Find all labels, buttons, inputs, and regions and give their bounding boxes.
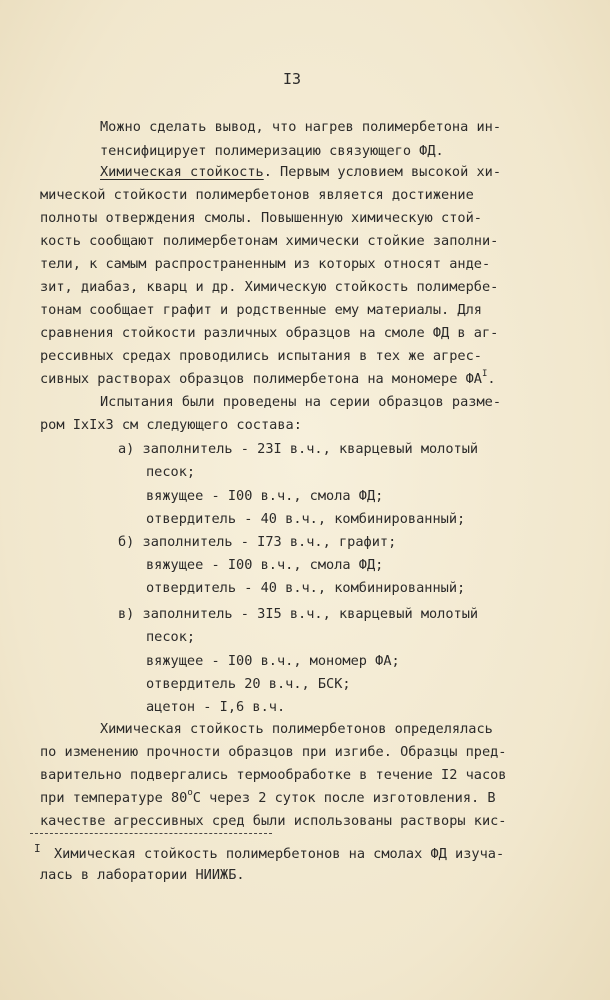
text-line: полноты отверждения смолы. Повышенную химическую стой-	[40, 210, 482, 226]
list-item: вяжущее - I00 в.ч., мономер ФА;	[146, 653, 400, 669]
text-line	[100, 163, 501, 181]
list-item: отвердитель 20 в.ч., БСК;	[146, 676, 351, 692]
footnote-reference: I	[481, 369, 488, 379]
text-line: тели, к самым распространенным из которых относят анде-	[40, 256, 491, 272]
list-item: б) заполнитель - I73 в.ч., графит;	[118, 534, 397, 550]
list-item: отвердитель - 40 в.ч., комбинированный;	[146, 580, 466, 596]
list-item: а) заполнитель - 23I в.ч., кварцевый молотый	[118, 441, 479, 457]
text-line: тонам сообщает графит и родственные ему материалы. Для	[40, 302, 482, 318]
text-line	[40, 370, 496, 388]
text-line: ром IxIx3 см следующего состава:	[40, 417, 302, 433]
text-line: мической стойкости полимербетонов является достижение	[40, 187, 474, 203]
text-line: кость сообщают полимербетонам химически стойкие заполни-	[40, 233, 499, 249]
text-span: при температуре 80	[40, 790, 188, 806]
section-heading: Химическая стойкость	[100, 164, 264, 180]
page-number: I3	[283, 70, 302, 88]
footnote-text: Химическая стойкость полимербетонов на смолах ФД изуча-	[54, 846, 505, 862]
text-line: по изменению прочности образцов при изгибе. Образцы пред-	[40, 744, 507, 760]
text-line: варительно подвергались термообработке в течение I2 часов	[40, 767, 507, 783]
text-line: сравнения стойкости различных образцов на смоле ФД в аг-	[40, 325, 499, 341]
list-item: вяжущее - I00 в.ч., смола ФД;	[146, 488, 384, 504]
text-line: рессивных средах проводились испытания в тех же агрес-	[40, 348, 482, 364]
text-span: С через 2 суток после изготовления. В	[192, 790, 496, 806]
degree-superscript: o	[187, 788, 193, 798]
footnote-separator	[30, 833, 272, 834]
list-item: песок;	[146, 464, 196, 480]
text-line	[40, 789, 496, 807]
text-line: Испытания были проведены на серии образцов размe-	[100, 394, 502, 410]
text-line: Химическая стойкость полимербетонов определялась	[100, 721, 493, 737]
list-item: ацетон - I,6 в.ч.	[146, 699, 286, 715]
list-item: вяжущее - I00 в.ч., смола ФД;	[146, 557, 384, 573]
footnote-text: лась в лаборатории НИИЖБ.	[40, 867, 245, 883]
list-item: песок;	[146, 629, 196, 645]
text-line: Можно сделать вывод, что нагрев полимербетона ин-	[100, 119, 502, 135]
text-span: . Первым условием высокой хи-	[263, 164, 502, 180]
text-line: зит, диабаз, кварц и др. Химическую стойкость полимербе-	[40, 279, 499, 295]
text-span: .	[487, 371, 496, 387]
text-span: сивных растворах образцов полимербетона на мономере ФА	[40, 371, 482, 387]
text-line: качестве агрессивных сред были использованы растворы кис-	[40, 813, 507, 829]
text-line: тенсифицирует полимеризацию связующего ФД.	[100, 143, 444, 159]
footnote-mark: I	[34, 842, 41, 855]
list-item: отвердитель - 40 в.ч., комбинированный;	[146, 511, 466, 527]
list-item: в) заполнитель - 3I5 в.ч., кварцевый молотый	[118, 606, 479, 622]
